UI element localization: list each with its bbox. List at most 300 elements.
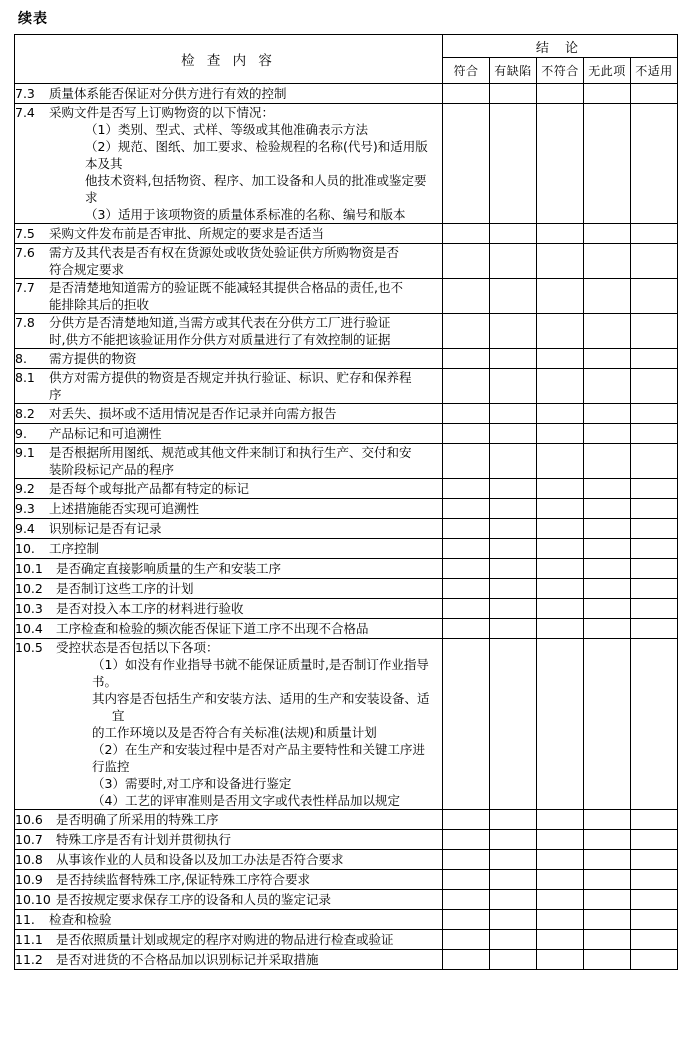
item-number: 10.8 bbox=[15, 852, 43, 867]
conclusion-checkbox-cell[interactable] bbox=[490, 104, 537, 224]
item-text-line: （3）适用于该项物资的质量体系标准的名称、编号和版本 bbox=[85, 207, 406, 222]
conclusion-checkbox-cell[interactable] bbox=[584, 870, 631, 890]
conclusion-checkbox-cell[interactable] bbox=[537, 519, 584, 539]
item-number: 10. bbox=[15, 541, 35, 556]
conclusion-checkbox-cell[interactable] bbox=[631, 559, 678, 579]
conclusion-checkbox-cell[interactable] bbox=[443, 404, 490, 424]
header-col-defect: 有缺陷 bbox=[490, 58, 537, 84]
conclusion-checkbox-cell[interactable] bbox=[537, 619, 584, 639]
conclusion-checkbox-cell[interactable] bbox=[443, 499, 490, 519]
item-text-line: （1）类别、型式、式样、等级或其他准确表示方法 bbox=[85, 122, 368, 137]
header-conclusion-group: 结 论 bbox=[443, 35, 678, 58]
item-text bbox=[56, 871, 437, 888]
item-text-line: 是否依照质量计划或规定的程序对购进的物品进行检查或验证 bbox=[56, 932, 394, 947]
checklist-item-cell bbox=[15, 444, 443, 479]
item-number: 9.3 bbox=[15, 501, 35, 516]
item-text-line: 序 bbox=[49, 387, 62, 402]
conclusion-checkbox-cell[interactable] bbox=[537, 810, 584, 830]
table-row bbox=[15, 830, 678, 850]
item-text bbox=[49, 279, 436, 313]
conclusion-checkbox-cell[interactable] bbox=[631, 870, 678, 890]
header-col-not-applicable: 不适用 bbox=[631, 58, 678, 84]
conclusion-checkbox-cell[interactable] bbox=[537, 870, 584, 890]
conclusion-checkbox-cell[interactable] bbox=[537, 244, 584, 279]
item-text-line: 是否明确了所采用的特殊工序 bbox=[56, 812, 219, 827]
item-text-line: 是否对投入本工序的材料进行验收 bbox=[56, 601, 244, 616]
conclusion-checkbox-cell[interactable] bbox=[537, 830, 584, 850]
checklist-item-cell bbox=[15, 499, 443, 519]
item-text bbox=[49, 540, 436, 557]
checklist-item-cell bbox=[15, 479, 443, 499]
item-number: 8. bbox=[15, 351, 27, 366]
checklist-item-cell bbox=[15, 930, 443, 950]
checklist-item-cell bbox=[15, 830, 443, 850]
conclusion-checkbox-cell[interactable] bbox=[443, 619, 490, 639]
conclusion-checkbox-cell[interactable] bbox=[584, 619, 631, 639]
conclusion-checkbox-cell[interactable] bbox=[584, 369, 631, 404]
table-row bbox=[15, 279, 678, 314]
table-row bbox=[15, 870, 678, 890]
item-text-line: 装阶段标记产品的程序 bbox=[49, 462, 175, 477]
table-row bbox=[15, 639, 678, 810]
conclusion-checkbox-cell[interactable] bbox=[584, 349, 631, 369]
item-text bbox=[56, 891, 437, 908]
conclusion-checkbox-cell[interactable] bbox=[490, 579, 537, 599]
conclusion-checkbox-cell[interactable] bbox=[537, 559, 584, 579]
conclusion-checkbox-cell[interactable] bbox=[490, 599, 537, 619]
conclusion-checkbox-cell[interactable] bbox=[490, 424, 537, 444]
table-row bbox=[15, 810, 678, 830]
conclusion-checkbox-cell[interactable] bbox=[631, 850, 678, 870]
item-text-line: 是否确定直接影响质量的生产和安装工序 bbox=[56, 561, 282, 576]
conclusion-checkbox-cell[interactable] bbox=[443, 444, 490, 479]
checklist-item-cell bbox=[15, 224, 443, 244]
table-row bbox=[15, 314, 678, 349]
conclusion-checkbox-cell[interactable] bbox=[537, 579, 584, 599]
conclusion-checkbox-cell[interactable] bbox=[443, 870, 490, 890]
table-row bbox=[15, 930, 678, 950]
item-text-line: 对丢失、损坏或不适用情况是否作记录并向需方报告 bbox=[49, 406, 337, 421]
item-text bbox=[49, 480, 436, 497]
item-number: 7.6 bbox=[15, 245, 35, 260]
item-number: 11.2 bbox=[15, 952, 43, 967]
item-number: 7.7 bbox=[15, 280, 35, 295]
table-row bbox=[15, 104, 678, 224]
conclusion-checkbox-cell[interactable] bbox=[490, 314, 537, 349]
conclusion-checkbox-cell[interactable] bbox=[584, 424, 631, 444]
conclusion-checkbox-cell[interactable] bbox=[631, 539, 678, 559]
item-text bbox=[56, 580, 437, 597]
conclusion-checkbox-cell[interactable] bbox=[584, 314, 631, 349]
conclusion-checkbox-cell[interactable] bbox=[443, 479, 490, 499]
checklist-item-cell bbox=[15, 84, 443, 104]
item-text-line: 是否根据所用图纸、规范或其他文件来制订和执行生产、交付和安 bbox=[49, 445, 412, 460]
conclusion-checkbox-cell[interactable] bbox=[443, 104, 490, 224]
conclusion-checkbox-cell[interactable] bbox=[537, 314, 584, 349]
conclusion-checkbox-cell[interactable] bbox=[490, 479, 537, 499]
item-number: 11. bbox=[15, 912, 35, 927]
conclusion-checkbox-cell[interactable] bbox=[584, 890, 631, 910]
checklist-item-cell bbox=[15, 539, 443, 559]
item-text bbox=[49, 405, 436, 422]
item-text-line: 从事该作业的人员和设备以及加工办法是否符合要求 bbox=[56, 852, 344, 867]
checklist-item-cell bbox=[15, 639, 443, 810]
conclusion-checkbox-cell[interactable] bbox=[631, 910, 678, 930]
conclusion-checkbox-cell[interactable] bbox=[443, 539, 490, 559]
conclusion-checkbox-cell[interactable] bbox=[584, 559, 631, 579]
item-text-line: 是否每个或每批产品都有特定的标记 bbox=[49, 481, 250, 496]
conclusion-checkbox-cell[interactable] bbox=[490, 619, 537, 639]
conclusion-checkbox-cell[interactable] bbox=[537, 599, 584, 619]
item-number: 11.1 bbox=[15, 932, 43, 947]
item-text-line: 供方对需方提供的物资是否规定并执行验证、标识、贮存和保养程 bbox=[49, 370, 412, 385]
conclusion-checkbox-cell[interactable] bbox=[537, 104, 584, 224]
conclusion-checkbox-cell[interactable] bbox=[631, 349, 678, 369]
conclusion-checkbox-cell[interactable] bbox=[490, 369, 537, 404]
checklist-item-cell bbox=[15, 599, 443, 619]
item-text-line: 其内容是否包括生产和安装方法、适用的生产和安装设备、适宜 bbox=[92, 691, 430, 723]
conclusion-checkbox-cell[interactable] bbox=[490, 810, 537, 830]
checklist-item-cell bbox=[15, 349, 443, 369]
conclusion-checkbox-cell[interactable] bbox=[631, 950, 678, 970]
item-text bbox=[56, 831, 437, 848]
item-text bbox=[49, 911, 436, 928]
conclusion-checkbox-cell[interactable] bbox=[443, 910, 490, 930]
conclusion-checkbox-cell[interactable] bbox=[631, 519, 678, 539]
conclusion-checkbox-cell[interactable] bbox=[490, 830, 537, 850]
conclusion-checkbox-cell[interactable] bbox=[490, 890, 537, 910]
item-number: 7.8 bbox=[15, 315, 35, 330]
conclusion-checkbox-cell[interactable] bbox=[443, 930, 490, 950]
conclusion-checkbox-cell[interactable] bbox=[631, 810, 678, 830]
conclusion-checkbox-cell[interactable] bbox=[443, 424, 490, 444]
item-number: 10.10 bbox=[15, 892, 51, 907]
checklist-item-cell bbox=[15, 424, 443, 444]
conclusion-checkbox-cell[interactable] bbox=[443, 559, 490, 579]
item-number: 9. bbox=[15, 426, 27, 441]
conclusion-checkbox-cell[interactable] bbox=[537, 539, 584, 559]
item-text-line: 检查和检验 bbox=[49, 912, 112, 927]
checklist-item-cell bbox=[15, 279, 443, 314]
conclusion-checkbox-cell[interactable] bbox=[490, 950, 537, 970]
conclusion-checkbox-cell[interactable] bbox=[537, 444, 584, 479]
conclusion-checkbox-cell[interactable] bbox=[443, 224, 490, 244]
checklist-item-cell bbox=[15, 870, 443, 890]
conclusion-checkbox-cell[interactable] bbox=[490, 870, 537, 890]
item-text-line: 是否清楚地知道需方的验证既不能减轻其提供合格品的责任,也不 bbox=[49, 280, 403, 295]
conclusion-checkbox-cell[interactable] bbox=[443, 890, 490, 910]
header-col-conform: 符合 bbox=[443, 58, 490, 84]
conclusion-checkbox-cell[interactable] bbox=[490, 910, 537, 930]
conclusion-checkbox-cell[interactable] bbox=[490, 930, 537, 950]
conclusion-checkbox-cell[interactable] bbox=[490, 349, 537, 369]
item-number: 10.9 bbox=[15, 872, 43, 887]
table-row bbox=[15, 424, 678, 444]
table-row bbox=[15, 244, 678, 279]
header-content-column: 检 查 内 容 bbox=[15, 35, 443, 84]
item-text-line: 工序检查和检验的频次能否保证下道工序不出现不合格品 bbox=[56, 621, 369, 636]
item-text bbox=[56, 931, 437, 948]
conclusion-checkbox-cell[interactable] bbox=[443, 369, 490, 404]
table-row bbox=[15, 499, 678, 519]
item-text bbox=[49, 500, 436, 517]
conclusion-checkbox-cell[interactable] bbox=[631, 599, 678, 619]
conclusion-checkbox-cell[interactable] bbox=[537, 404, 584, 424]
table-row bbox=[15, 479, 678, 499]
item-number: 10.6 bbox=[15, 812, 43, 827]
table-row bbox=[15, 84, 678, 104]
checklist-item-cell bbox=[15, 314, 443, 349]
conclusion-checkbox-cell[interactable] bbox=[631, 369, 678, 404]
conclusion-checkbox-cell[interactable] bbox=[584, 910, 631, 930]
table-row bbox=[15, 890, 678, 910]
item-text-line: 质量体系能否保证对分供方进行有效的控制 bbox=[49, 86, 287, 101]
conclusion-checkbox-cell[interactable] bbox=[584, 579, 631, 599]
checklist-item-cell bbox=[15, 950, 443, 970]
item-number: 8.1 bbox=[15, 370, 35, 385]
conclusion-checkbox-cell[interactable] bbox=[584, 479, 631, 499]
conclusion-checkbox-cell[interactable] bbox=[584, 84, 631, 104]
table-row bbox=[15, 559, 678, 579]
conclusion-checkbox-cell[interactable] bbox=[584, 539, 631, 559]
table-row bbox=[15, 444, 678, 479]
item-text-line: 符合规定要求 bbox=[49, 262, 125, 277]
conclusion-checkbox-cell[interactable] bbox=[443, 850, 490, 870]
conclusion-checkbox-cell[interactable] bbox=[631, 244, 678, 279]
item-text-line: 他技术资料,包括物资、程序、加工设备和人员的批准或鉴定要 bbox=[85, 173, 427, 188]
item-number: 10.7 bbox=[15, 832, 43, 847]
conclusion-checkbox-cell[interactable] bbox=[631, 104, 678, 224]
item-text bbox=[49, 85, 436, 102]
conclusion-checkbox-cell[interactable] bbox=[584, 599, 631, 619]
conclusion-checkbox-cell[interactable] bbox=[443, 830, 490, 850]
item-text bbox=[56, 620, 437, 637]
conclusion-checkbox-cell[interactable] bbox=[537, 639, 584, 810]
item-number: 9.2 bbox=[15, 481, 35, 496]
table-row bbox=[15, 599, 678, 619]
item-text bbox=[56, 951, 437, 968]
conclusion-checkbox-cell[interactable] bbox=[490, 244, 537, 279]
item-text-line: 是否按规定要求保存工序的设备和人员的鉴定记录 bbox=[56, 892, 332, 907]
conclusion-checkbox-cell[interactable] bbox=[490, 519, 537, 539]
conclusion-checkbox-cell[interactable] bbox=[490, 224, 537, 244]
conclusion-checkbox-cell[interactable] bbox=[631, 404, 678, 424]
header-col-nonconform: 不符合 bbox=[537, 58, 584, 84]
item-text bbox=[49, 244, 436, 278]
conclusion-checkbox-cell[interactable] bbox=[631, 579, 678, 599]
item-text-line: （2）在生产和安装过程中是否对产品主要特性和关键工序进行监控 bbox=[92, 742, 425, 774]
table-row bbox=[15, 519, 678, 539]
conclusion-checkbox-cell[interactable] bbox=[537, 930, 584, 950]
conclusion-checkbox-cell[interactable] bbox=[584, 810, 631, 830]
continued-table-label: 续表 bbox=[18, 11, 48, 27]
table-row bbox=[15, 539, 678, 559]
conclusion-checkbox-cell[interactable] bbox=[631, 930, 678, 950]
conclusion-checkbox-cell[interactable] bbox=[631, 314, 678, 349]
table-row bbox=[15, 619, 678, 639]
item-text bbox=[49, 104, 436, 223]
conclusion-checkbox-cell[interactable] bbox=[490, 850, 537, 870]
conclusion-checkbox-cell[interactable] bbox=[537, 84, 584, 104]
conclusion-checkbox-cell[interactable] bbox=[490, 444, 537, 479]
conclusion-checkbox-cell[interactable] bbox=[443, 810, 490, 830]
conclusion-checkbox-cell[interactable] bbox=[631, 830, 678, 850]
conclusion-checkbox-cell[interactable] bbox=[443, 639, 490, 810]
item-number: 10.5 bbox=[15, 640, 43, 655]
conclusion-checkbox-cell[interactable] bbox=[631, 84, 678, 104]
conclusion-checkbox-cell[interactable] bbox=[631, 224, 678, 244]
conclusion-checkbox-cell[interactable] bbox=[537, 479, 584, 499]
item-number: 8.2 bbox=[15, 406, 35, 421]
conclusion-checkbox-cell[interactable] bbox=[490, 404, 537, 424]
table-row bbox=[15, 349, 678, 369]
item-text-line: 需方及其代表是否有权在货源处或收货处验证供方所购物资是否 bbox=[49, 245, 400, 260]
item-number: 10.1 bbox=[15, 561, 43, 576]
item-number: 7.4 bbox=[15, 105, 35, 120]
checklist-item-cell bbox=[15, 850, 443, 870]
item-text-line: 识别标记是否有记录 bbox=[49, 521, 162, 536]
conclusion-checkbox-cell[interactable] bbox=[584, 104, 631, 224]
conclusion-checkbox-cell[interactable] bbox=[584, 639, 631, 810]
conclusion-checkbox-cell[interactable] bbox=[490, 279, 537, 314]
checklist-item-cell bbox=[15, 404, 443, 424]
checklist-item-cell bbox=[15, 910, 443, 930]
conclusion-checkbox-cell[interactable] bbox=[584, 224, 631, 244]
item-text bbox=[49, 314, 436, 348]
conclusion-checkbox-cell[interactable] bbox=[443, 599, 490, 619]
item-number: 10.4 bbox=[15, 621, 43, 636]
conclusion-checkbox-cell[interactable] bbox=[443, 349, 490, 369]
conclusion-checkbox-cell[interactable] bbox=[443, 519, 490, 539]
conclusion-checkbox-cell[interactable] bbox=[537, 850, 584, 870]
table-row bbox=[15, 224, 678, 244]
item-text-line: 上述措施能否实现可追溯性 bbox=[49, 501, 200, 516]
item-text-line: 需方提供的物资 bbox=[49, 351, 137, 366]
conclusion-checkbox-cell[interactable] bbox=[584, 279, 631, 314]
conclusion-checkbox-cell[interactable] bbox=[631, 444, 678, 479]
checklist-item-cell bbox=[15, 559, 443, 579]
conclusion-checkbox-cell[interactable] bbox=[537, 950, 584, 970]
item-text-line: 采购文件是否写上订购物资的以下情况： bbox=[49, 105, 275, 120]
conclusion-checkbox-cell[interactable] bbox=[631, 639, 678, 810]
item-text bbox=[49, 425, 436, 442]
item-number: 10.2 bbox=[15, 581, 43, 596]
conclusion-checkbox-cell[interactable] bbox=[443, 579, 490, 599]
conclusion-checkbox-cell[interactable] bbox=[631, 619, 678, 639]
conclusion-checkbox-cell[interactable] bbox=[537, 499, 584, 519]
checklist-item-cell bbox=[15, 104, 443, 224]
item-number: 7.3 bbox=[15, 86, 35, 101]
conclusion-checkbox-cell[interactable] bbox=[584, 519, 631, 539]
conclusion-checkbox-cell[interactable] bbox=[631, 479, 678, 499]
item-text-line: 是否持续监督特殊工序,保证特殊工序符合要求 bbox=[56, 872, 310, 887]
table-row bbox=[15, 579, 678, 599]
conclusion-checkbox-cell[interactable] bbox=[490, 539, 537, 559]
conclusion-checkbox-cell[interactable] bbox=[443, 84, 490, 104]
conclusion-checkbox-cell[interactable] bbox=[631, 279, 678, 314]
item-number: 9.4 bbox=[15, 521, 35, 536]
table-row bbox=[15, 369, 678, 404]
conclusion-checkbox-cell[interactable] bbox=[584, 499, 631, 519]
conclusion-checkbox-cell[interactable] bbox=[443, 314, 490, 349]
conclusion-checkbox-cell[interactable] bbox=[631, 890, 678, 910]
item-text-line: 的工作环境以及是否符合有关标准(法规)和质量计划 bbox=[92, 725, 377, 740]
conclusion-checkbox-cell[interactable] bbox=[584, 950, 631, 970]
table-body bbox=[15, 84, 678, 970]
item-text-line: 时,供方不能把该验证用作分供方对质量进行了有效控制的证据 bbox=[49, 332, 391, 347]
conclusion-checkbox-cell[interactable] bbox=[537, 424, 584, 444]
conclusion-checkbox-cell[interactable] bbox=[584, 404, 631, 424]
conclusion-checkbox-cell[interactable] bbox=[584, 444, 631, 479]
table-row bbox=[15, 950, 678, 970]
conclusion-checkbox-cell[interactable] bbox=[631, 499, 678, 519]
checklist-item-cell bbox=[15, 369, 443, 404]
item-text-line: （4）工艺的评审准则是否用文字或代表性样品加以规定 bbox=[92, 793, 400, 808]
conclusion-checkbox-cell[interactable] bbox=[584, 244, 631, 279]
checklist-item-cell bbox=[15, 519, 443, 539]
item-text-line: 采购文件发布前是否审批、所规定的要求是否适当 bbox=[49, 226, 325, 241]
conclusion-checkbox-cell[interactable] bbox=[537, 224, 584, 244]
checklist-item-cell bbox=[15, 619, 443, 639]
item-text bbox=[49, 369, 436, 403]
conclusion-checkbox-cell[interactable] bbox=[443, 244, 490, 279]
conclusion-checkbox-cell[interactable] bbox=[584, 850, 631, 870]
header-col-not-present: 无此项 bbox=[584, 58, 631, 84]
item-text-line: 分供方是否清楚地知道,当需方或其代表在分供方工厂进行验证 bbox=[49, 315, 391, 330]
item-text bbox=[49, 350, 436, 367]
item-text-line: 产品标记和可追溯性 bbox=[49, 426, 162, 441]
checklist-item-cell bbox=[15, 810, 443, 830]
table-header bbox=[15, 35, 678, 84]
conclusion-checkbox-cell[interactable] bbox=[490, 639, 537, 810]
item-text-line: 受控状态是否包括以下各项： bbox=[56, 640, 219, 655]
conclusion-checkbox-cell[interactable] bbox=[537, 349, 584, 369]
item-text-line: 特殊工序是否有计划并贯彻执行 bbox=[56, 832, 232, 847]
item-text bbox=[56, 851, 437, 868]
checklist-item-cell bbox=[15, 890, 443, 910]
conclusion-checkbox-cell[interactable] bbox=[584, 930, 631, 950]
conclusion-checkbox-cell[interactable] bbox=[490, 559, 537, 579]
item-text bbox=[56, 639, 437, 809]
item-number: 7.5 bbox=[15, 226, 35, 241]
conclusion-checkbox-cell[interactable] bbox=[443, 279, 490, 314]
item-text bbox=[49, 444, 436, 478]
item-text-line: 求 bbox=[85, 190, 98, 205]
item-text-line: 能排除其后的拒收 bbox=[49, 297, 150, 312]
conclusion-checkbox-cell[interactable] bbox=[490, 499, 537, 519]
conclusion-checkbox-cell[interactable] bbox=[537, 369, 584, 404]
item-number: 10.3 bbox=[15, 601, 43, 616]
conclusion-checkbox-cell[interactable] bbox=[537, 910, 584, 930]
conclusion-checkbox-cell[interactable] bbox=[537, 890, 584, 910]
conclusion-checkbox-cell[interactable] bbox=[631, 424, 678, 444]
item-text bbox=[56, 600, 437, 617]
item-text-line: （1）如没有作业指导书就不能保证质量时,是否制订作业指导书。 bbox=[92, 657, 429, 689]
checklist-item-cell bbox=[15, 244, 443, 279]
conclusion-checkbox-cell[interactable] bbox=[443, 950, 490, 970]
checklist-item-cell bbox=[15, 579, 443, 599]
conclusion-checkbox-cell[interactable] bbox=[537, 279, 584, 314]
item-text bbox=[49, 520, 436, 537]
table-row bbox=[15, 910, 678, 930]
conclusion-checkbox-cell[interactable] bbox=[584, 830, 631, 850]
item-text bbox=[56, 811, 437, 828]
inspection-checklist-table bbox=[14, 34, 678, 970]
item-text-line: 是否对进货的不合格品加以识别标记并采取措施 bbox=[56, 952, 319, 967]
table-row bbox=[15, 404, 678, 424]
conclusion-checkbox-cell[interactable] bbox=[490, 84, 537, 104]
item-text bbox=[49, 225, 436, 242]
